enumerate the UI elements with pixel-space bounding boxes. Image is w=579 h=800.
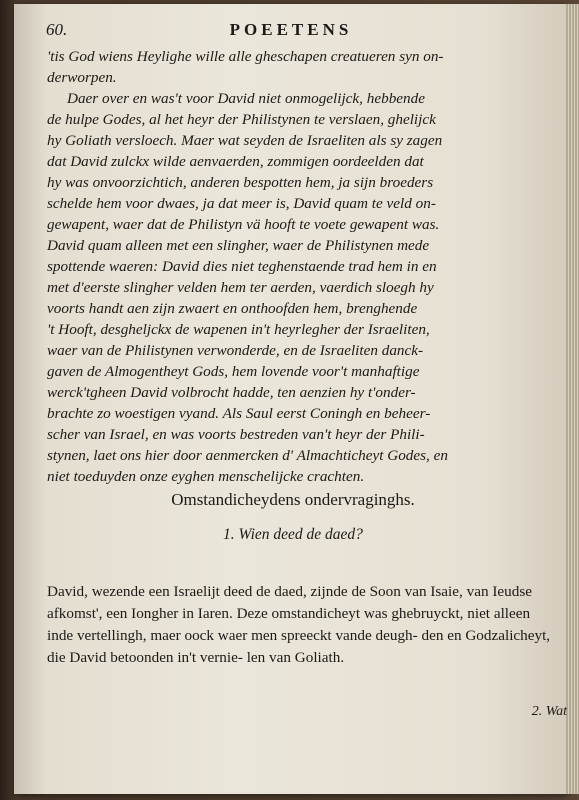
text-line: derworpen. [47,69,117,86]
text-line: David quam alleen met een slingher, waer de Philistynen mede [47,237,430,254]
running-head: POEETENS [229,20,353,39]
text-line: gewapent, waer dat de Philistyn vä hooft te voete gewapent was. [47,216,440,233]
text-line: waer van de Philistynen verwonderde, en de Israeliten danck- [47,342,424,359]
page-edges [566,4,579,794]
text-line: gaven de Almogentheyt Gods, hem lovende voor't manhaftige [47,363,420,380]
catchword: 2. Wat [531,704,567,719]
paragraph-3 [47,581,552,669]
text-line: voorts handt aen zijn zwaert en onthoofden hem, brenghende [47,300,418,317]
text-line: Soon van Isaie, van Ieudse afkomst', een Iongher in Iaren. [47,583,532,623]
text-line: Daer over en was't voor David niet onmogelijck, hebbende [67,90,425,107]
text-line: spottende waeren: David dies niet teghenstaende trad hem in en [47,258,437,275]
page-number: 60. [46,20,68,39]
answer-text [47,566,552,684]
text-line: de hulpe Godes, al het heyr der Philistynen te verslaen, ghelijck [47,111,436,128]
text-line: met d'eerste slingher velden hem ter aerden, vaerdich sloegh hy [47,279,434,296]
page-header [46,20,536,44]
text-line: 't Hooft, desgheljckx de wapenen in't heyrlegher der Israeliten, [47,321,430,338]
paragraph-1 [47,46,552,88]
paragraph-2 [47,88,552,487]
text-line: Deze omstandicheyt was ghebruyckt, niet alleen inde [47,605,531,645]
text-line: brachte zo woestigen vyand. Als Saul eerst Coningh en beheer- [47,405,431,422]
section-title: Omstandicheydens ondervraginghs. [171,490,415,509]
main-text [47,46,552,487]
text-line: hy Goliath versloech. Maer wat seyden de Israeliten als sy zagen [47,132,443,149]
text-line: 'tis God wiens Heylighe wille alle gheschapen creatueren syn on- [47,48,444,65]
text-line: scher van Israel, en was voorts bestreden van't heyr der Phili- [47,426,425,443]
text-line: stynen, laet ons hier door aenmercken d' Almachticheyt Godes, en [47,447,448,464]
section-question: 1. Wien deed de daed? [223,526,363,543]
text-line: schelde hem voor dwaes, ja dat meer is, David quam te veld on- [47,195,436,212]
text-line: dat David zulckx wilde aenvaerden, zommigen oordeelden dat [47,153,424,170]
text-line: vertellingh, maer oock waer men spreeckt vande deugh- [76,627,418,645]
text-line: niet toeduyden onze eyghen menschelijcke crachten. [47,468,365,485]
text-line: hy was onvoorzichtich, anderen bespotten hem, ja sijn broeders [47,174,434,191]
text-line: den en Godzalicheyt, die David betoonden in't vernie- [47,627,551,667]
text-line: len van Goliath. [246,649,345,667]
text-line: werck'tgheen David volbrocht hadde, ten aenzien hy t'onder- [47,384,416,401]
text-line: David, wezende een Israelijt deed de daed, zijnde de [47,583,366,601]
